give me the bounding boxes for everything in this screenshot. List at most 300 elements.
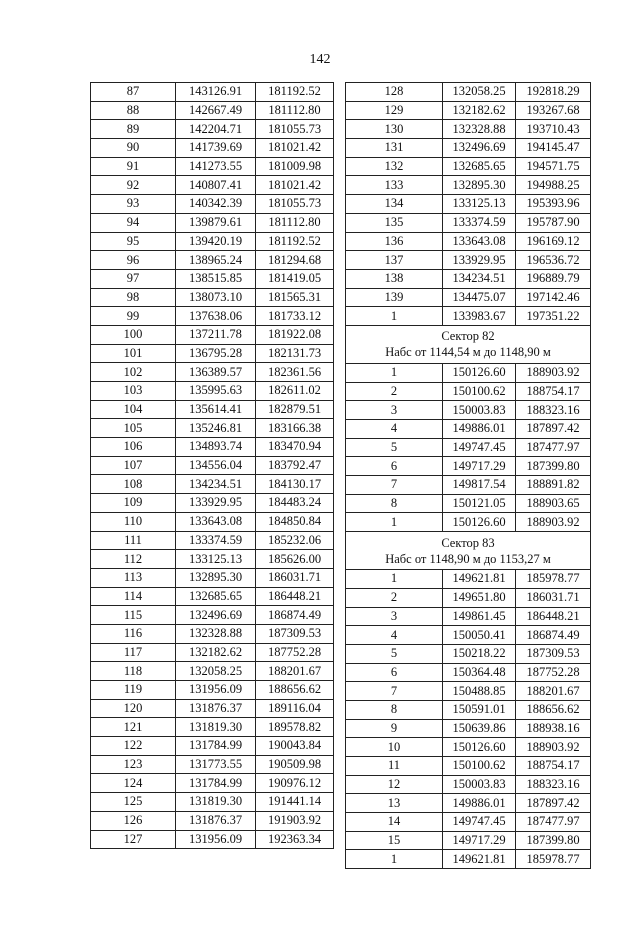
table-row	[346, 700, 591, 719]
point-number-cell: 100	[91, 325, 176, 344]
y-coordinate-cell: 195393.96	[516, 195, 591, 214]
table-row	[346, 420, 591, 439]
x-coordinate-cell: 141739.69	[176, 139, 256, 158]
y-coordinate-cell: 196536.72	[516, 251, 591, 270]
y-coordinate-cell: 182131.73	[256, 344, 334, 363]
table-row	[91, 811, 334, 830]
table-row	[346, 269, 591, 288]
point-number-cell: 1	[346, 850, 443, 869]
y-coordinate-cell: 196889.79	[516, 269, 591, 288]
table-row	[346, 719, 591, 738]
table-row	[91, 101, 334, 120]
x-coordinate-cell: 132496.69	[176, 606, 256, 625]
y-coordinate-cell: 181009.98	[256, 157, 334, 176]
table-row	[91, 157, 334, 176]
point-number-cell: 8	[346, 494, 443, 513]
point-number-cell: 97	[91, 269, 176, 288]
point-number-cell: 120	[91, 699, 176, 718]
sector-title: Сектор 82	[441, 329, 495, 344]
point-number-cell: 124	[91, 774, 176, 793]
y-coordinate-cell: 182361.56	[256, 363, 334, 382]
table-row	[346, 738, 591, 757]
x-coordinate-cell: 132058.25	[443, 83, 516, 102]
point-number-cell: 136	[346, 232, 443, 251]
point-number-cell: 88	[91, 101, 176, 120]
table-row	[346, 232, 591, 251]
y-coordinate-cell: 193710.43	[516, 120, 591, 139]
point-number-cell: 89	[91, 120, 176, 139]
y-coordinate-cell: 182879.51	[256, 400, 334, 419]
x-coordinate-cell: 150003.83	[443, 775, 516, 794]
table-row	[346, 831, 591, 850]
point-number-cell: 115	[91, 606, 176, 625]
point-number-cell: 135	[346, 213, 443, 232]
table-row	[346, 438, 591, 457]
table-row	[346, 644, 591, 663]
y-coordinate-cell: 186448.21	[256, 587, 334, 606]
point-number-cell: 105	[91, 419, 176, 438]
table-row	[91, 456, 334, 475]
table-row	[91, 662, 334, 681]
point-number-cell: 87	[91, 83, 176, 102]
table-row	[346, 363, 591, 382]
x-coordinate-cell: 135246.81	[176, 419, 256, 438]
table-row	[346, 476, 591, 495]
table-row	[91, 643, 334, 662]
table-row	[91, 568, 334, 587]
x-coordinate-cell: 133374.59	[443, 213, 516, 232]
point-number-cell: 6	[346, 457, 443, 476]
x-coordinate-cell: 134893.74	[176, 438, 256, 457]
x-coordinate-cell: 132895.30	[176, 568, 256, 587]
x-coordinate-cell: 149861.45	[443, 607, 516, 626]
point-number-cell: 98	[91, 288, 176, 307]
table-row	[346, 513, 591, 532]
y-coordinate-cell: 186874.49	[256, 606, 334, 625]
y-coordinate-cell: 181021.42	[256, 176, 334, 195]
point-number-cell: 11	[346, 757, 443, 776]
sector-header-row	[346, 532, 591, 570]
x-coordinate-cell: 133983.67	[443, 307, 516, 326]
x-coordinate-cell: 150488.85	[443, 682, 516, 701]
table-row	[346, 307, 591, 326]
y-coordinate-cell: 185232.06	[256, 531, 334, 550]
y-coordinate-cell: 192818.29	[516, 83, 591, 102]
table-row	[346, 213, 591, 232]
point-number-cell: 108	[91, 475, 176, 494]
point-number-cell: 137	[346, 251, 443, 270]
y-coordinate-cell: 181733.12	[256, 307, 334, 326]
x-coordinate-cell: 132182.62	[176, 643, 256, 662]
table-row	[91, 307, 334, 326]
table-row	[346, 401, 591, 420]
y-coordinate-cell: 187399.80	[516, 831, 591, 850]
point-number-cell: 3	[346, 401, 443, 420]
x-coordinate-cell: 131876.37	[176, 811, 256, 830]
x-coordinate-cell: 132328.88	[443, 120, 516, 139]
y-coordinate-cell: 187897.42	[516, 420, 591, 439]
y-coordinate-cell: 184850.84	[256, 512, 334, 531]
point-number-cell: 13	[346, 794, 443, 813]
point-number-cell: 107	[91, 456, 176, 475]
table-row	[91, 624, 334, 643]
sector-depth-range: Набс от 1148,90 м до 1153,27 м	[385, 551, 551, 566]
table-row	[91, 120, 334, 139]
y-coordinate-cell: 192363.34	[256, 830, 334, 849]
y-coordinate-cell: 189116.04	[256, 699, 334, 718]
point-number-cell: 127	[91, 830, 176, 849]
x-coordinate-cell: 142204.71	[176, 120, 256, 139]
table-row	[346, 195, 591, 214]
table-row	[346, 850, 591, 869]
x-coordinate-cell: 140342.39	[176, 195, 256, 214]
y-coordinate-cell: 188656.62	[256, 681, 334, 700]
point-number-cell: 103	[91, 382, 176, 401]
x-coordinate-cell: 137638.06	[176, 307, 256, 326]
x-coordinate-cell: 132895.30	[443, 176, 516, 195]
y-coordinate-cell: 188903.65	[516, 494, 591, 513]
x-coordinate-cell: 149717.29	[443, 457, 516, 476]
point-number-cell: 14	[346, 813, 443, 832]
y-coordinate-cell: 188201.67	[516, 682, 591, 701]
x-coordinate-cell: 132182.62	[443, 101, 516, 120]
x-coordinate-cell: 131819.30	[176, 718, 256, 737]
table-row	[91, 400, 334, 419]
point-number-cell: 96	[91, 251, 176, 270]
point-number-cell: 113	[91, 568, 176, 587]
point-number-cell: 2	[346, 382, 443, 401]
y-coordinate-cell: 184483.24	[256, 494, 334, 513]
table-row	[91, 755, 334, 774]
table-row	[346, 101, 591, 120]
y-coordinate-cell: 181294.68	[256, 251, 334, 270]
y-coordinate-cell: 194988.25	[516, 176, 591, 195]
sector-header-row	[346, 325, 591, 363]
sector-header	[346, 532, 591, 570]
table-row	[346, 494, 591, 513]
table-row	[91, 681, 334, 700]
table-row	[91, 512, 334, 531]
y-coordinate-cell: 187752.28	[516, 663, 591, 682]
point-number-cell: 102	[91, 363, 176, 382]
point-number-cell: 1	[346, 307, 443, 326]
x-coordinate-cell: 133643.08	[176, 512, 256, 531]
table-row	[91, 475, 334, 494]
point-number-cell: 15	[346, 831, 443, 850]
x-coordinate-cell: 138073.10	[176, 288, 256, 307]
table-row	[91, 269, 334, 288]
point-number-cell: 109	[91, 494, 176, 513]
point-number-cell: 7	[346, 682, 443, 701]
x-coordinate-cell: 132685.65	[443, 157, 516, 176]
point-number-cell: 95	[91, 232, 176, 251]
x-coordinate-cell: 150218.22	[443, 644, 516, 663]
coordinates-table-left	[90, 82, 334, 849]
table-row	[346, 251, 591, 270]
x-coordinate-cell: 150126.60	[443, 363, 516, 382]
y-coordinate-cell: 186874.49	[516, 626, 591, 645]
x-coordinate-cell: 150591.01	[443, 700, 516, 719]
x-coordinate-cell: 131784.99	[176, 774, 256, 793]
point-number-cell: 112	[91, 550, 176, 569]
x-coordinate-cell: 149747.45	[443, 438, 516, 457]
sector-header	[346, 325, 591, 363]
point-number-cell: 134	[346, 195, 443, 214]
point-number-cell: 9	[346, 719, 443, 738]
table-row	[91, 213, 334, 232]
y-coordinate-cell: 181192.52	[256, 232, 334, 251]
table-row	[91, 494, 334, 513]
y-coordinate-cell: 194571.75	[516, 157, 591, 176]
y-coordinate-cell: 182611.02	[256, 382, 334, 401]
y-coordinate-cell: 186448.21	[516, 607, 591, 626]
y-coordinate-cell: 184130.17	[256, 475, 334, 494]
x-coordinate-cell: 149621.81	[443, 570, 516, 589]
point-number-cell: 99	[91, 307, 176, 326]
table-row	[346, 626, 591, 645]
table-row	[91, 587, 334, 606]
point-number-cell: 132	[346, 157, 443, 176]
table-row	[91, 606, 334, 625]
y-coordinate-cell: 188754.17	[516, 757, 591, 776]
point-number-cell: 4	[346, 626, 443, 645]
x-coordinate-cell: 150121.05	[443, 494, 516, 513]
y-coordinate-cell: 181419.05	[256, 269, 334, 288]
point-number-cell: 123	[91, 755, 176, 774]
point-number-cell: 104	[91, 400, 176, 419]
y-coordinate-cell: 196169.12	[516, 232, 591, 251]
x-coordinate-cell: 133929.95	[443, 251, 516, 270]
table-row	[346, 83, 591, 102]
point-number-cell: 139	[346, 288, 443, 307]
x-coordinate-cell: 131819.30	[176, 793, 256, 812]
table-row	[346, 682, 591, 701]
y-coordinate-cell: 190043.84	[256, 737, 334, 756]
y-coordinate-cell: 181192.52	[256, 83, 334, 102]
y-coordinate-cell: 185978.77	[516, 570, 591, 589]
x-coordinate-cell: 136389.57	[176, 363, 256, 382]
point-number-cell: 119	[91, 681, 176, 700]
point-number-cell: 101	[91, 344, 176, 363]
table-row	[91, 737, 334, 756]
y-coordinate-cell: 191903.92	[256, 811, 334, 830]
x-coordinate-cell: 131784.99	[176, 737, 256, 756]
x-coordinate-cell: 149886.01	[443, 794, 516, 813]
y-coordinate-cell: 186031.71	[256, 568, 334, 587]
x-coordinate-cell: 135614.41	[176, 400, 256, 419]
y-coordinate-cell: 188903.92	[516, 363, 591, 382]
point-number-cell: 10	[346, 738, 443, 757]
y-coordinate-cell: 188891.82	[516, 476, 591, 495]
point-number-cell: 133	[346, 176, 443, 195]
x-coordinate-cell: 131876.37	[176, 699, 256, 718]
table-row	[91, 251, 334, 270]
x-coordinate-cell: 133125.13	[443, 195, 516, 214]
y-coordinate-cell: 195787.90	[516, 213, 591, 232]
x-coordinate-cell: 133643.08	[443, 232, 516, 251]
x-coordinate-cell: 132685.65	[176, 587, 256, 606]
x-coordinate-cell: 139420.19	[176, 232, 256, 251]
x-coordinate-cell: 150126.60	[443, 738, 516, 757]
x-coordinate-cell: 149817.54	[443, 476, 516, 495]
point-number-cell: 3	[346, 607, 443, 626]
y-coordinate-cell: 183166.38	[256, 419, 334, 438]
table-row	[91, 195, 334, 214]
sector-title: Сектор 83	[441, 535, 495, 550]
y-coordinate-cell: 188903.92	[516, 513, 591, 532]
point-number-cell: 2	[346, 588, 443, 607]
x-coordinate-cell: 134556.04	[176, 456, 256, 475]
point-number-cell: 4	[346, 420, 443, 439]
point-number-cell: 130	[346, 120, 443, 139]
x-coordinate-cell: 149621.81	[443, 850, 516, 869]
point-number-cell: 128	[346, 83, 443, 102]
sector-depth-range: Набс от 1144,54 м до 1148,90 м	[385, 345, 551, 360]
table-row	[346, 813, 591, 832]
point-number-cell: 90	[91, 139, 176, 158]
point-number-cell: 111	[91, 531, 176, 550]
point-number-cell: 106	[91, 438, 176, 457]
y-coordinate-cell: 187309.53	[256, 624, 334, 643]
x-coordinate-cell: 150100.62	[443, 757, 516, 776]
point-number-cell: 129	[346, 101, 443, 120]
y-coordinate-cell: 188201.67	[256, 662, 334, 681]
table-row	[346, 139, 591, 158]
y-coordinate-cell: 181112.80	[256, 101, 334, 120]
x-coordinate-cell: 134475.07	[443, 288, 516, 307]
point-number-cell: 138	[346, 269, 443, 288]
point-number-cell: 122	[91, 737, 176, 756]
y-coordinate-cell: 185978.77	[516, 850, 591, 869]
y-coordinate-cell: 188938.16	[516, 719, 591, 738]
point-number-cell: 114	[91, 587, 176, 606]
table-row	[91, 139, 334, 158]
y-coordinate-cell: 185626.00	[256, 550, 334, 569]
x-coordinate-cell: 131956.09	[176, 681, 256, 700]
table-row	[91, 438, 334, 457]
table-row	[346, 288, 591, 307]
x-coordinate-cell: 131956.09	[176, 830, 256, 849]
point-number-cell: 8	[346, 700, 443, 719]
y-coordinate-cell: 187309.53	[516, 644, 591, 663]
point-number-cell: 12	[346, 775, 443, 794]
point-number-cell: 1	[346, 570, 443, 589]
y-coordinate-cell: 181112.80	[256, 213, 334, 232]
table-row	[91, 176, 334, 195]
x-coordinate-cell: 132328.88	[176, 624, 256, 643]
x-coordinate-cell: 150050.41	[443, 626, 516, 645]
table-row	[91, 550, 334, 569]
y-coordinate-cell: 187477.97	[516, 438, 591, 457]
y-coordinate-cell: 183792.47	[256, 456, 334, 475]
x-coordinate-cell: 132496.69	[443, 139, 516, 158]
table-row	[91, 774, 334, 793]
y-coordinate-cell: 181055.73	[256, 195, 334, 214]
x-coordinate-cell: 132058.25	[176, 662, 256, 681]
y-coordinate-cell: 193267.68	[516, 101, 591, 120]
x-coordinate-cell: 133125.13	[176, 550, 256, 569]
y-coordinate-cell: 197351.22	[516, 307, 591, 326]
x-coordinate-cell: 138965.24	[176, 251, 256, 270]
table-row	[91, 531, 334, 550]
y-coordinate-cell: 183470.94	[256, 438, 334, 457]
x-coordinate-cell: 136795.28	[176, 344, 256, 363]
point-number-cell: 6	[346, 663, 443, 682]
table-row	[91, 232, 334, 251]
point-number-cell: 92	[91, 176, 176, 195]
point-number-cell: 117	[91, 643, 176, 662]
y-coordinate-cell: 189578.82	[256, 718, 334, 737]
point-number-cell: 94	[91, 213, 176, 232]
y-coordinate-cell: 190976.12	[256, 774, 334, 793]
point-number-cell: 91	[91, 157, 176, 176]
x-coordinate-cell: 150126.60	[443, 513, 516, 532]
y-coordinate-cell: 187399.80	[516, 457, 591, 476]
y-coordinate-cell: 188754.17	[516, 382, 591, 401]
table-row	[346, 570, 591, 589]
table-row	[91, 793, 334, 812]
y-coordinate-cell: 181055.73	[256, 120, 334, 139]
table-row	[91, 419, 334, 438]
table-row	[346, 757, 591, 776]
x-coordinate-cell: 139879.61	[176, 213, 256, 232]
y-coordinate-cell: 188903.92	[516, 738, 591, 757]
x-coordinate-cell: 133929.95	[176, 494, 256, 513]
table-row	[346, 794, 591, 813]
y-coordinate-cell: 181021.42	[256, 139, 334, 158]
x-coordinate-cell: 142667.49	[176, 101, 256, 120]
y-coordinate-cell: 187752.28	[256, 643, 334, 662]
point-number-cell: 7	[346, 476, 443, 495]
x-coordinate-cell: 150100.62	[443, 382, 516, 401]
page-number: 142	[309, 52, 331, 67]
x-coordinate-cell: 143126.91	[176, 83, 256, 102]
x-coordinate-cell: 134234.51	[443, 269, 516, 288]
y-coordinate-cell: 191441.14	[256, 793, 334, 812]
table-row	[346, 382, 591, 401]
point-number-cell: 5	[346, 644, 443, 663]
x-coordinate-cell: 141273.55	[176, 157, 256, 176]
table-row	[346, 663, 591, 682]
point-number-cell: 1	[346, 513, 443, 532]
table-row	[91, 325, 334, 344]
table-row	[346, 775, 591, 794]
x-coordinate-cell: 133374.59	[176, 531, 256, 550]
y-coordinate-cell: 186031.71	[516, 588, 591, 607]
coordinates-table-right	[345, 82, 591, 869]
y-coordinate-cell: 188656.62	[516, 700, 591, 719]
table-row	[91, 83, 334, 102]
y-coordinate-cell: 188323.16	[516, 775, 591, 794]
y-coordinate-cell: 181565.31	[256, 288, 334, 307]
point-number-cell: 131	[346, 139, 443, 158]
x-coordinate-cell: 140807.41	[176, 176, 256, 195]
table-row	[91, 344, 334, 363]
y-coordinate-cell: 197142.46	[516, 288, 591, 307]
y-coordinate-cell: 194145.47	[516, 139, 591, 158]
table-row	[91, 718, 334, 737]
y-coordinate-cell: 187897.42	[516, 794, 591, 813]
x-coordinate-cell: 149886.01	[443, 420, 516, 439]
point-number-cell: 5	[346, 438, 443, 457]
point-number-cell: 93	[91, 195, 176, 214]
x-coordinate-cell: 137211.78	[176, 325, 256, 344]
table-row	[346, 588, 591, 607]
x-coordinate-cell: 135995.63	[176, 382, 256, 401]
table-row	[91, 699, 334, 718]
y-coordinate-cell: 188323.16	[516, 401, 591, 420]
x-coordinate-cell: 150364.48	[443, 663, 516, 682]
